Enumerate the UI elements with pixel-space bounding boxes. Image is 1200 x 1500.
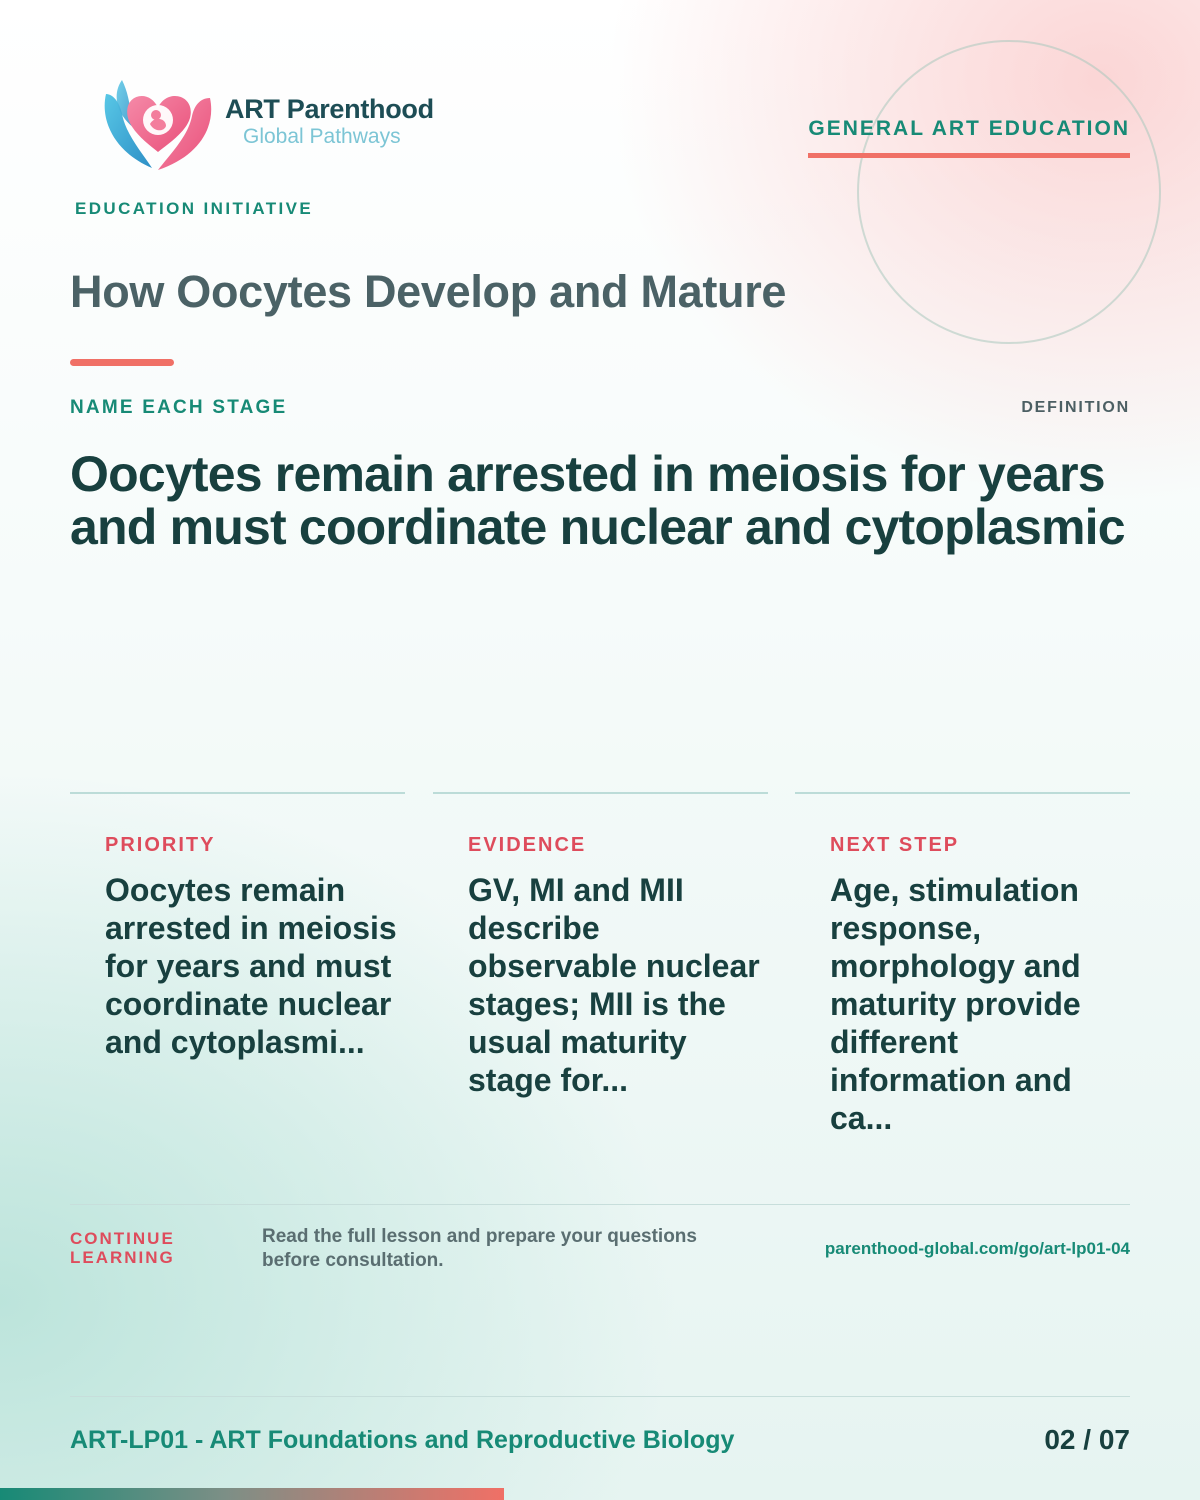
category-tag: GENERAL ART EDUCATION [808, 117, 1130, 158]
progress-bar [0, 1488, 504, 1500]
column-label: EVIDENCE [468, 834, 587, 856]
brand-name: ART Parenthood [225, 94, 434, 124]
divider [70, 1396, 1130, 1397]
column-text: Oocytes remain arrested in meiosis for years and must coordinate nuclear and cytoplasmi... [105, 872, 397, 1060]
section-label: NAME EACH STAGE [70, 397, 288, 418]
decorative-circle [857, 40, 1161, 344]
divider [70, 1204, 1130, 1205]
continue-text: Read the full lesson and prepare your questions before consultation. [262, 1226, 697, 1271]
brand-subtitle: Global Pathways [243, 125, 401, 148]
continue-label-line: LEARNING [70, 1248, 175, 1267]
course-title: ART-LP01 - ART Foundations and Reproductive Biology [70, 1426, 735, 1454]
lesson-link[interactable]: parenthood-global.com/go/art-lp01-04 [824, 1239, 1130, 1258]
initiative-label: EDUCATION INITIATIVE [75, 199, 314, 218]
column-text: GV, MI and MII describe observable nuclear stages; MII is the usual maturity stage for... [468, 872, 760, 1098]
continue-label-line: CONTINUE [70, 1229, 175, 1248]
title-accent-bar [70, 359, 174, 366]
column-priority [70, 792, 405, 1061]
headline: Oocytes remain arrested in meiosis for years and must coordinate nuclear and cytoplasmic [70, 446, 1125, 555]
column-next-step [795, 792, 1130, 1137]
column-label: NEXT STEP [830, 834, 960, 856]
page-counter: 02 / 07 [1044, 1424, 1130, 1455]
continue-learning-label [70, 1229, 220, 1267]
column-label: PRIORITY [105, 834, 216, 856]
definition-label: DEFINITION [1021, 399, 1130, 416]
page-title: How Oocytes Develop and Mature [70, 266, 787, 317]
brand-logo-icon [100, 72, 216, 172]
column-text: Age, stimulation response, morphology and maturity provide different information and ca... [830, 872, 1081, 1136]
column-evidence [433, 792, 768, 1099]
